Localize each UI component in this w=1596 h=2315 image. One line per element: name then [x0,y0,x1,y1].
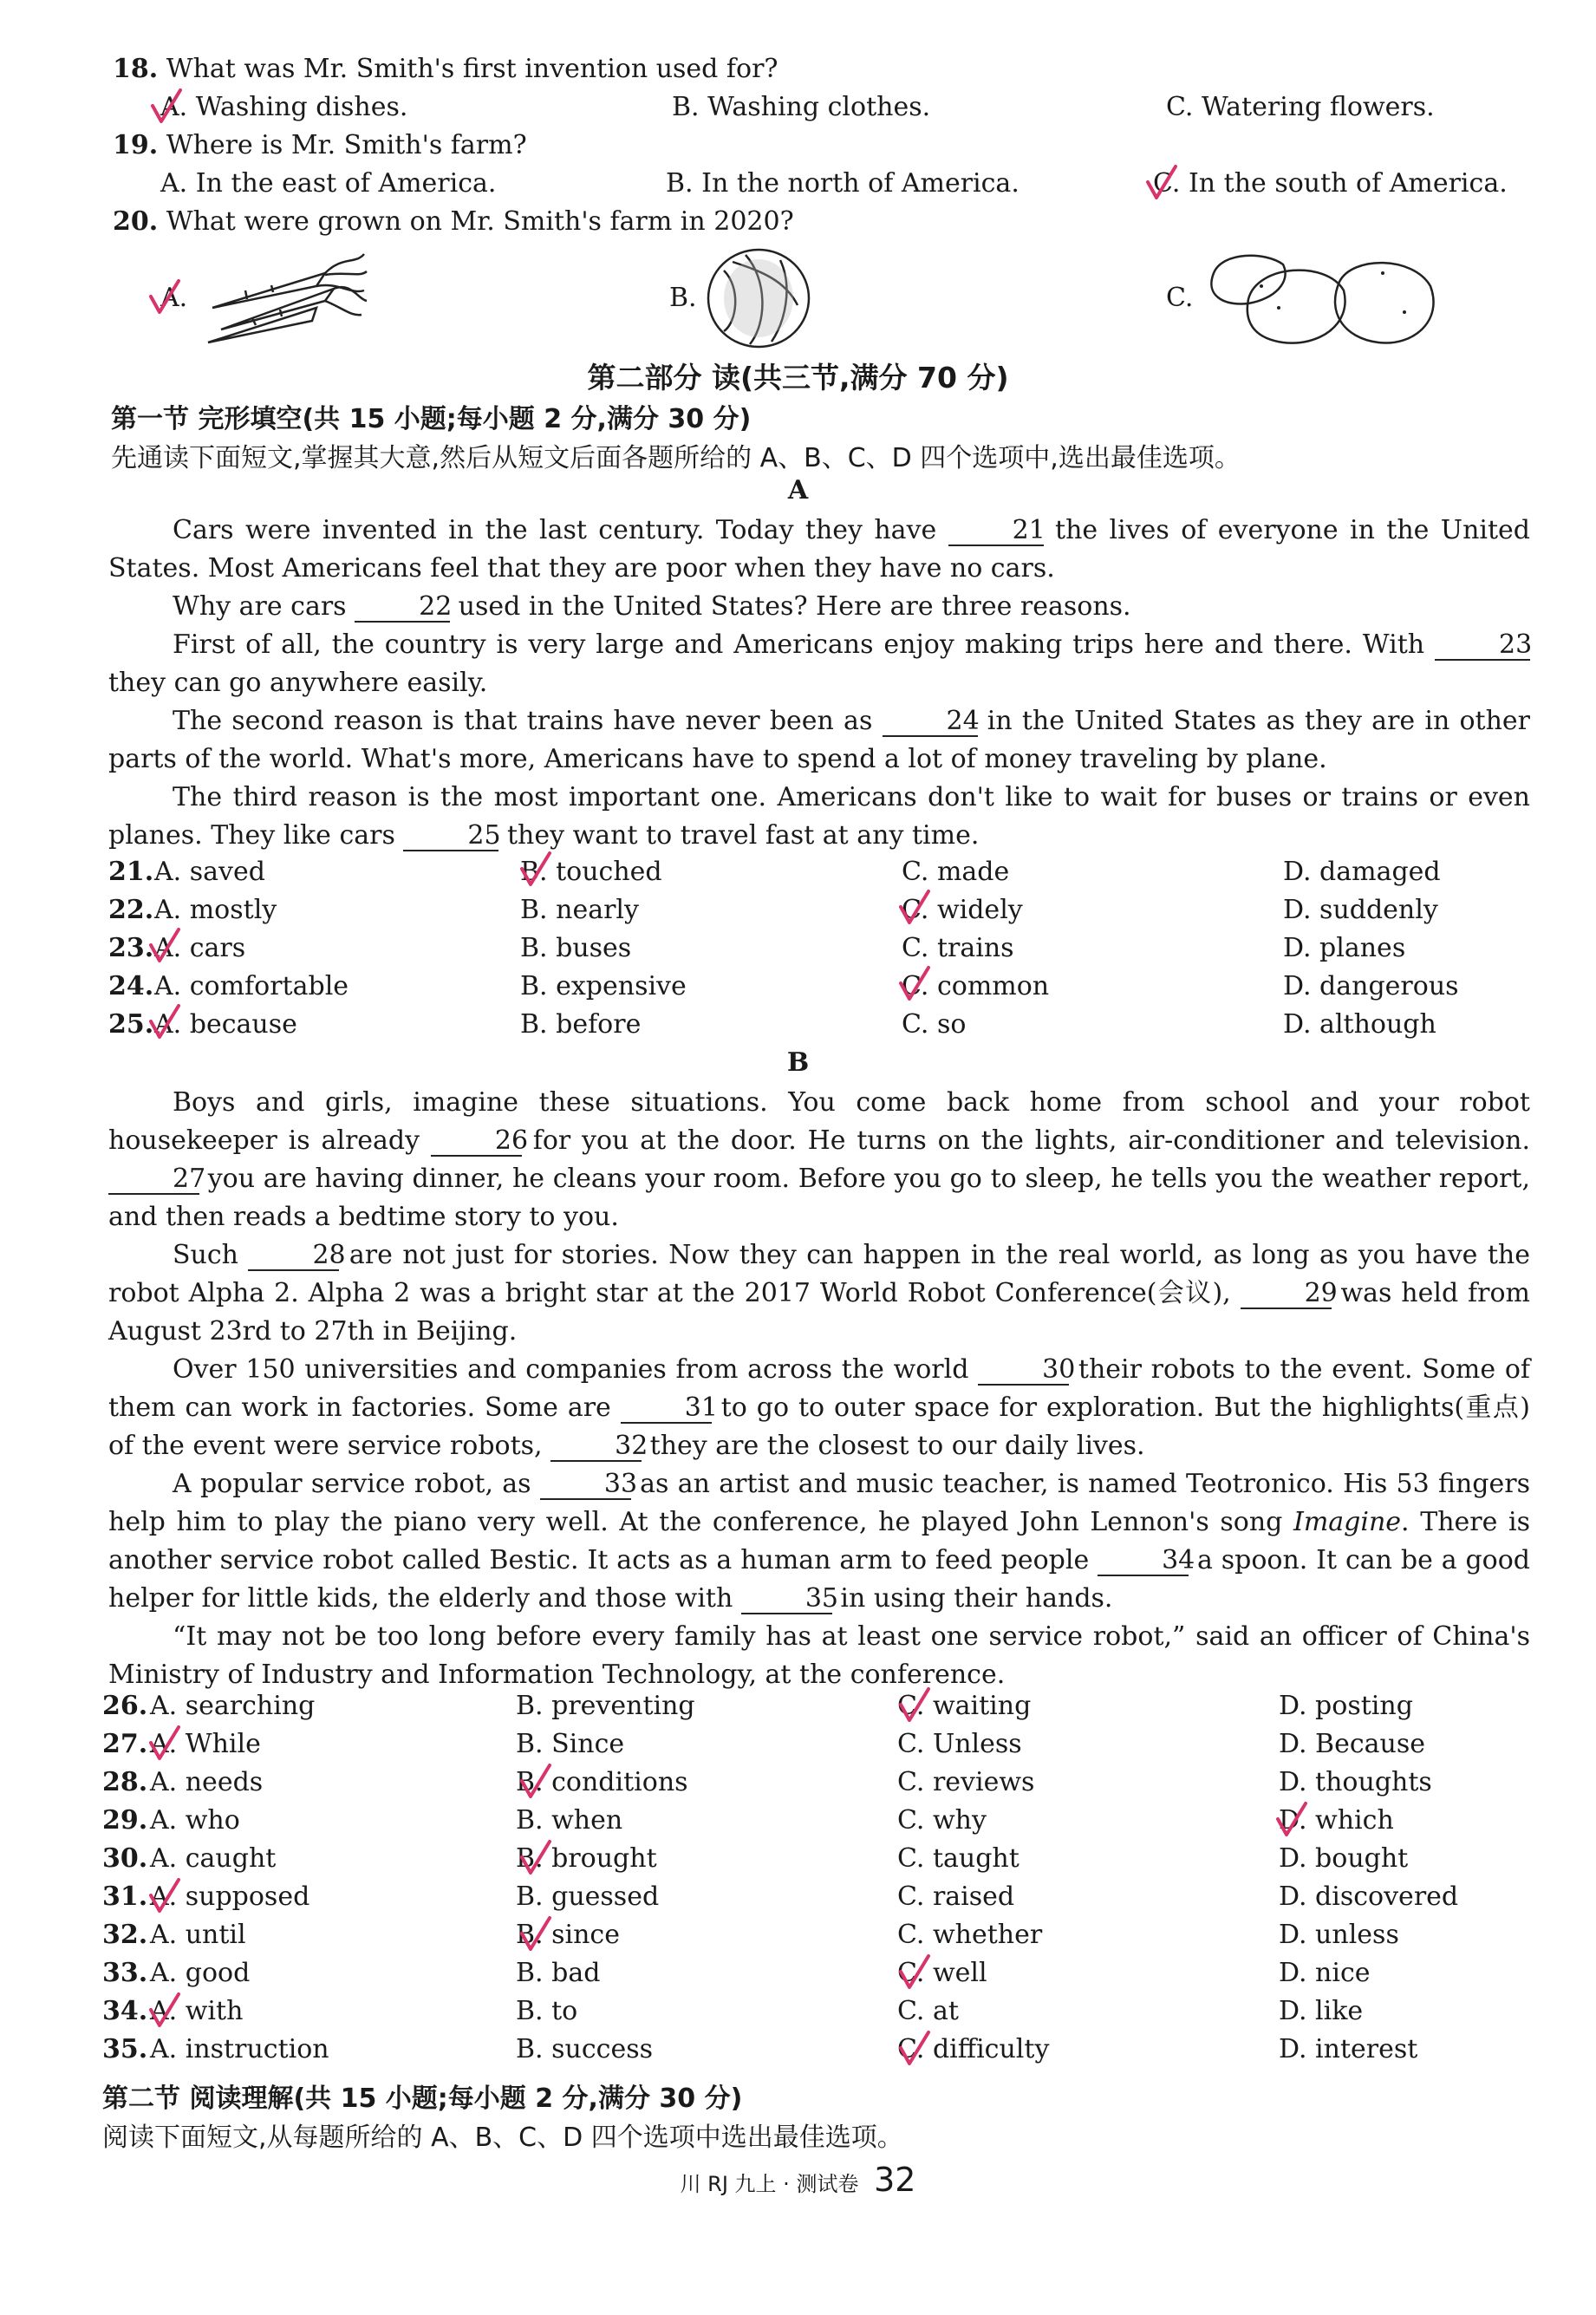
option-27a: A. While [150,1729,261,1759]
option-35b: B. success [516,2034,653,2064]
option-19a: A. In the east of America. [160,168,497,199]
option-18a: A. Washing dishes. [160,92,408,122]
option-21d: D. damaged [1283,857,1441,887]
option-30b: B. brought [516,1843,657,1874]
check-mark-icon [897,888,932,928]
question-number: 25. [108,1009,154,1040]
option-21a: A. saved [154,857,265,887]
check-mark-icon [897,1953,932,1992]
check-mark-icon [897,2029,932,2069]
option-31b: B. guessed [516,1881,660,1912]
option-32a: A. until [150,1920,246,1950]
footer-label: 川 RJ 九上 · 测试卷 [680,2172,859,2196]
question-20 [113,206,794,237]
passage-a-para-5: The third reason is the most important one. Americans don't like to wait for buses or trains or even planes. They like cars 25 they want to travel fast at any time. [108,782,1530,851]
option-35d: D. interest [1279,2034,1418,2064]
check-mark-icon [518,1914,553,1954]
blank-32: 32 [550,1431,642,1462]
check-mark-icon [1274,1800,1309,1840]
option-25c: C. so [902,1009,967,1040]
question-number: 33. [102,1958,148,1988]
blank-25: 25 [403,821,498,851]
blank-34: 34 [1098,1546,1189,1576]
option-25b: B. before [520,1009,642,1040]
option-22c: C. widely [902,895,1023,925]
option-34b: B. to [516,1996,578,2026]
question-number: 26. [102,1691,148,1721]
question-number: 35. [102,2034,148,2064]
option-30a: A. caught [150,1843,277,1874]
blank-24: 24 [883,707,978,737]
check-mark-icon [897,1686,932,1725]
option-28c: C. reviews [897,1767,1035,1797]
option-33d: D. nice [1279,1958,1371,1988]
option-22b: B. nearly [520,895,639,925]
question-number: 23. [108,933,154,963]
option-28a: A. needs [150,1767,264,1797]
option-30c: C. taught [897,1843,1019,1874]
question-number: 27. [102,1729,148,1759]
passage-a-para-3: First of all, the country is very large and Americans enjoy making trips here and there. With 23 they can go anywhere easily. [108,629,1533,698]
page-number: 32 [874,2161,916,2199]
option-25a: A. because [154,1009,297,1040]
carrots-picture [195,247,368,351]
question-number: 34. [102,1996,148,2026]
check-mark-icon [518,850,553,890]
check-mark-icon [147,277,182,317]
question-19 [113,130,527,160]
check-mark-icon [149,87,184,127]
option-20c: C. [1166,283,1194,313]
option-24d: D. dangerous [1283,971,1459,1001]
section2-instructions: 阅读下面短文,从每题所给的 A、B、C、D 四个选项中选出最佳选项。 [102,2123,903,2153]
option-31c: C. raised [897,1881,1015,1912]
option-22d: D. suddenly [1283,895,1438,925]
blank-27: 27 [108,1164,199,1195]
option-21c: C. made [902,857,1010,887]
passage-b-para-2: Such 28 are not just for stories. Now they can happen in the real world, as long as you have the robot Alpha 2. Alpha 2 was a bright star at the 2017 World Robot Conference(会议), 29 was held from August 23rd to 27th in Beijing. [108,1240,1530,1347]
option-29b: B. when [516,1805,623,1836]
check-mark-icon [147,1724,182,1764]
check-mark-icon [147,1991,182,2031]
song-title: Imagine [1293,1507,1402,1537]
option-33c: C. well [897,1958,987,1988]
option-26d: D. posting [1279,1691,1413,1721]
option-31d: D. discovered [1279,1881,1459,1912]
passage-a-para-1: Cars were invented in the last century. Today they have 21 the lives of everyone in the United States. Most Americans feel that they are poor when they have no cars. [108,515,1531,584]
option-27c: C. Unless [897,1729,1022,1759]
check-mark-icon [1144,163,1179,203]
question-number: 28. [102,1767,148,1797]
question-number: 32. [102,1920,148,1950]
option-29a: A. who [150,1805,240,1836]
option-32d: D. unless [1279,1920,1399,1950]
check-mark-icon [147,1876,182,1916]
option-19b: B. In the north of America. [666,168,1019,199]
option-35c: C. difficulty [897,2034,1050,2064]
option-22a: A. mostly [154,895,277,925]
option-35a: A. instruction [150,2034,329,2064]
blank-22: 22 [355,592,450,623]
option-19c: C. In the south of America. [1153,168,1508,199]
blank-26: 26 [431,1126,522,1157]
section1-instructions: 先通读下面短文,掌握其大意,然后从短文后面各题所给的 A、B、C、D 四个选项中,选出最佳选项。 [111,443,1241,473]
option-18b: B. Washing clothes. [672,92,931,122]
blank-21: 21 [948,516,1044,546]
blank-28: 28 [248,1241,339,1271]
passage-b-para-5: “It may not be too long before every family has at least one service robot,” said an officer of China's Ministry of Industry and Information Technology, at the conference. [108,1621,1530,1690]
option-32c: C. whether [897,1920,1043,1950]
option-28d: D. thoughts [1279,1767,1432,1797]
question-number: 22. [108,895,154,925]
passage-b [108,1084,1530,1694]
page-footer [0,2161,1596,2199]
option-31a: A. supposed [150,1881,310,1912]
question-number: 18. [113,54,159,84]
option-26c: C. waiting [897,1691,1032,1721]
question-number: 19. [113,130,159,160]
blank-35: 35 [741,1584,832,1614]
option-24a: A. comfortable [154,971,349,1001]
cabbage-picture [698,245,819,353]
option-18c: C. Watering flowers. [1166,92,1435,122]
option-23c: C. trains [902,933,1014,963]
option-23a: A. cars [154,933,246,963]
passage-a [108,512,1533,855]
passage-b-para-3: Over 150 universities and companies from across the world 30 their robots to the event. Some of them can work in factories. Some are 31 to go to outer space for exploration. But the highlights(重点) of the event were service robots, 32 they are the closest to our daily lives. [108,1354,1530,1461]
option-29d: D. which [1279,1805,1394,1836]
option-33b: B. bad [516,1958,601,1988]
check-mark-icon [147,1002,182,1042]
passage-b-label: B [786,1047,810,1078]
option-34c: C. at [897,1996,959,2026]
option-34a: A. with [150,1996,244,2026]
option-20a: A. [160,283,188,313]
check-mark-icon [518,1838,553,1878]
question-18 [113,54,778,84]
passage-a-para-2: Why are cars 22 used in the United States? Here are three reasons. [173,591,1131,622]
option-23d: D. planes [1283,933,1406,963]
question-number: 21. [108,857,154,887]
question-number: 30. [102,1843,148,1874]
option-24c: C. common [902,971,1050,1001]
option-30d: D. bought [1279,1843,1409,1874]
question-number: 29. [102,1805,148,1836]
option-26a: A. searching [150,1691,316,1721]
blank-31: 31 [621,1393,712,1424]
option-23b: B. buses [520,933,632,963]
passage-a-para-4: The second reason is that trains have never been as 24 in the United States as they are in other parts of the world. What's more, Americans have to spend a lot of money traveling by plane. [108,706,1530,774]
passage-b-para-1: Boys and girls, imagine these situations. You come back home from school and your robot housekeeper is already 26 for you at the door. He turns on the lights, air-conditioner and television. 27 you are having dinner, he cleans your room. Before you go to sleep, he tells you the weather report, and then reads a bedtime story to you. [108,1087,1530,1232]
passage-a-label: A [787,475,809,505]
potatoes-picture [1196,247,1443,355]
option-32b: B. since [516,1920,620,1950]
option-29c: C. why [897,1805,987,1836]
option-34d: D. like [1279,1996,1364,2026]
option-20b: B. [669,283,697,313]
section1-title: 第一节 完形填空(共 15 小题;每小题 2 分,满分 30 分) [111,404,752,434]
question-number: 24. [108,971,154,1001]
blank-30: 30 [978,1355,1069,1386]
passage-b-para-4: A popular service robot, as 33 as an artist and music teacher, is named Teotronico. His 53 fingers help him to play the piano very well. At the conference, he played John Lennon's song Imagine. There is another service robot called Bestic. It acts as a human arm to feed people 34 a spoon. It can be a good helper for little kids, the elderly and those with 35 in using their hands. [108,1469,1531,1614]
blank-23: 23 [1435,630,1530,661]
blank-29: 29 [1241,1279,1332,1309]
question-number: 20. [113,206,159,237]
option-27b: B. Since [516,1729,625,1759]
option-33a: A. good [150,1958,251,1988]
question-text: Where is Mr. Smith's farm? [166,130,527,160]
question-text: What were grown on Mr. Smith's farm in 2020? [166,206,794,237]
option-27d: D. Because [1279,1729,1426,1759]
part2-heading: 第二部分 读(共三节,满分 70 分) [587,361,1009,395]
section2-title: 第二节 阅读理解(共 15 小题;每小题 2 分,满分 30 分) [102,2084,743,2114]
option-24b: B. expensive [520,971,687,1001]
question-number: 31. [102,1881,148,1912]
option-26b: B. preventing [516,1691,695,1721]
blank-33: 33 [540,1470,631,1500]
check-mark-icon [897,964,932,1004]
option-28b: B. conditions [516,1767,688,1797]
option-25d: D. although [1283,1009,1436,1040]
option-21b: B. touched [520,857,662,887]
question-text: What was Mr. Smith's first invention used for? [166,54,778,84]
check-mark-icon [518,1762,553,1802]
check-mark-icon [147,926,182,966]
